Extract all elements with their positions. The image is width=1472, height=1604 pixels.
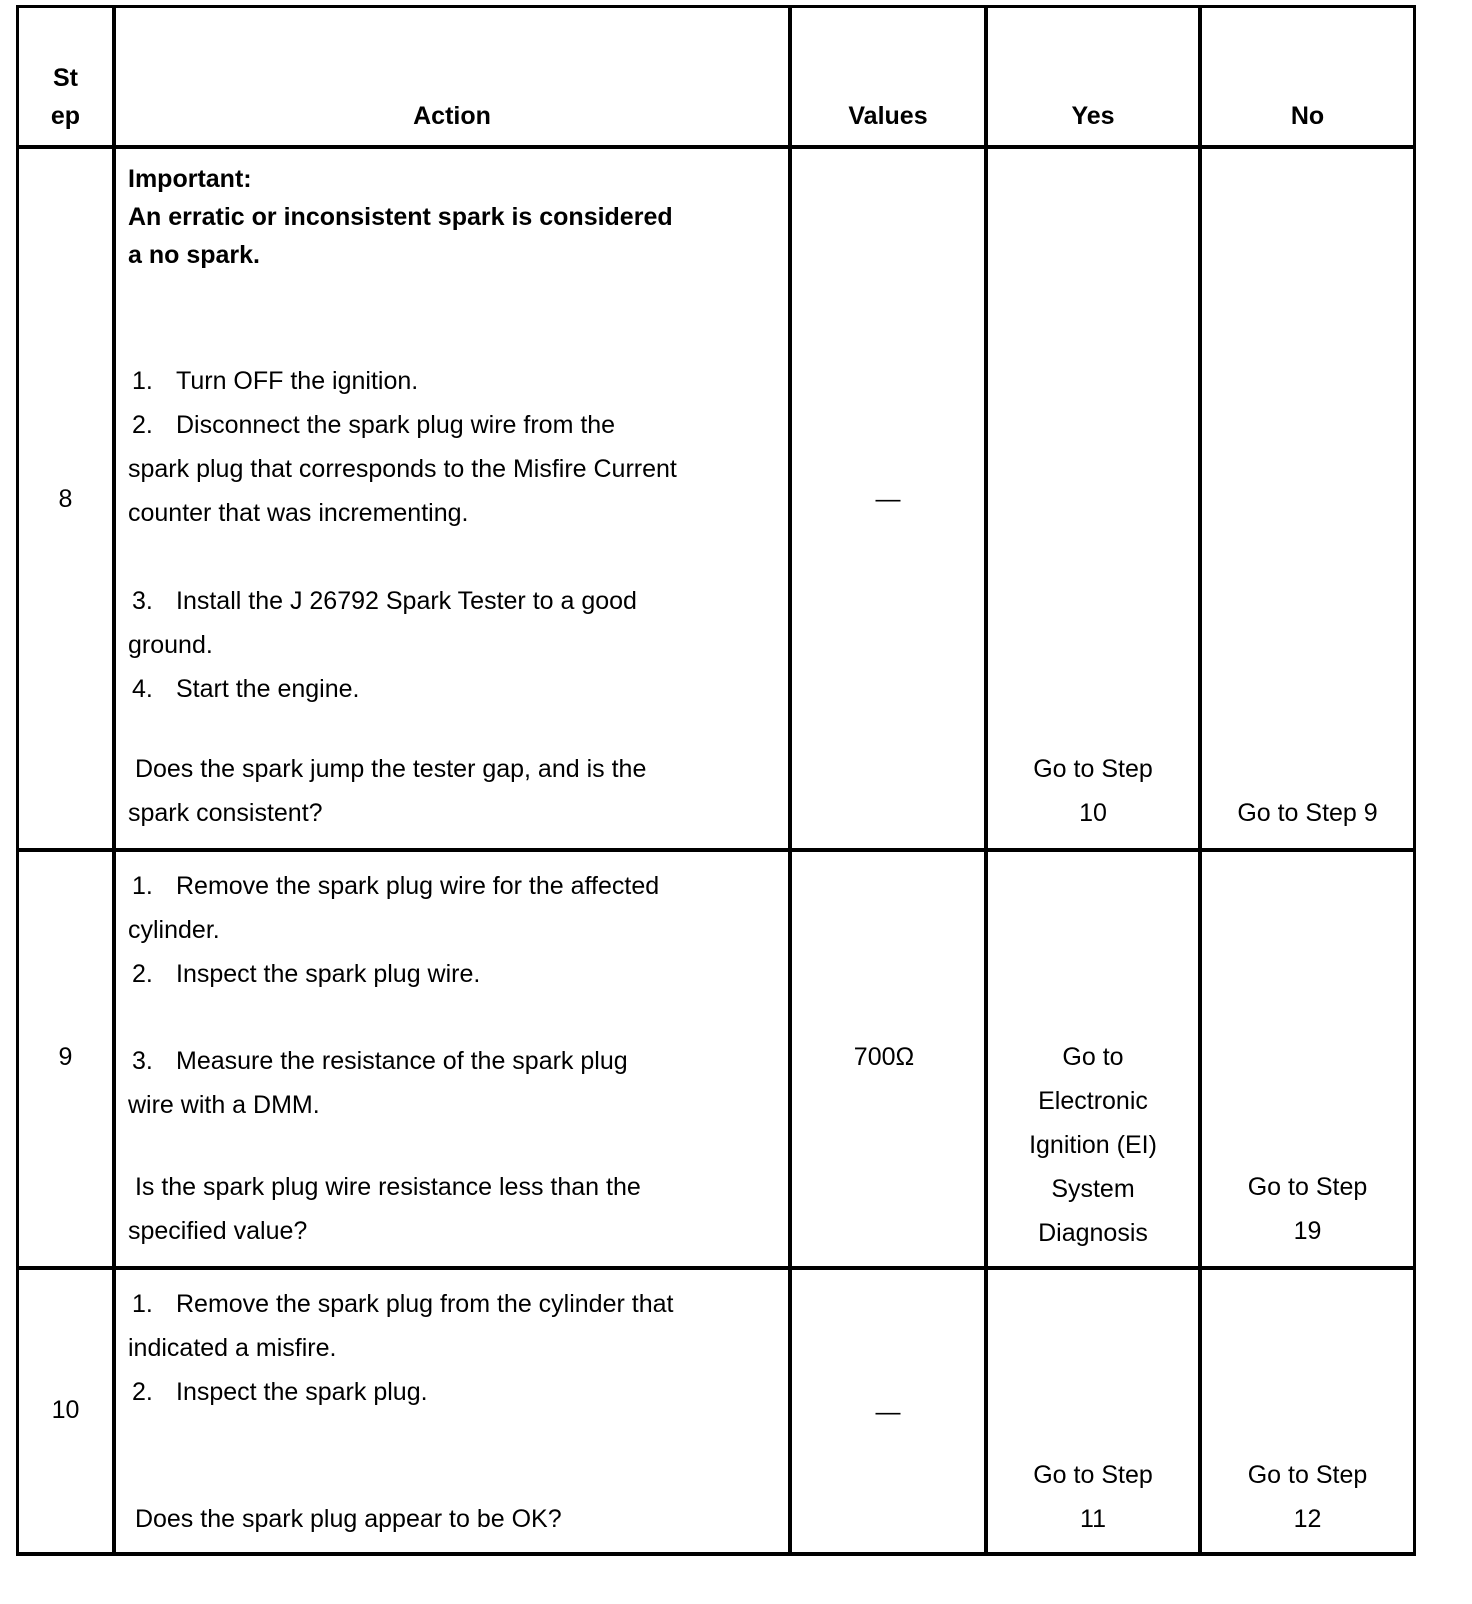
action-steps bbox=[128, 1282, 778, 1414]
values-cell: — bbox=[875, 485, 901, 513]
step-number: 9 bbox=[58, 1043, 73, 1071]
header-divider bbox=[16, 145, 1416, 149]
step-item-continuation: spark plug that corresponds to the Misfire Current bbox=[128, 455, 677, 483]
step-item-continuation: cylinder. bbox=[128, 916, 220, 944]
question-text bbox=[128, 747, 778, 835]
header-action: Action bbox=[413, 102, 491, 130]
step-item: 2. Disconnect the spark plug wire from the bbox=[132, 411, 616, 439]
step-item-continuation: indicated a misfire. bbox=[128, 1334, 337, 1362]
step-item: 1. Turn OFF the ignition. bbox=[132, 367, 419, 395]
table-border-left bbox=[16, 5, 19, 1556]
header-yes: Yes bbox=[1071, 102, 1115, 130]
question-line: Does the spark plug appear to be OK? bbox=[128, 1505, 562, 1533]
header-step-line1: St bbox=[53, 64, 78, 92]
table-border-bottom bbox=[16, 1552, 1416, 1556]
action-steps bbox=[128, 864, 778, 1127]
step-item: 3. Measure the resistance of the spark plug bbox=[132, 1047, 628, 1075]
yes-cell bbox=[988, 1035, 1198, 1255]
no-line: 19 bbox=[1293, 1217, 1322, 1245]
values-cell: 700Ω bbox=[853, 1043, 915, 1071]
diagnostic-table bbox=[16, 5, 1456, 1597]
header-step bbox=[19, 59, 112, 135]
step-number: 8 bbox=[58, 485, 73, 513]
no-cell: Go to Step 9 bbox=[1237, 799, 1378, 827]
row-divider bbox=[16, 1266, 1416, 1270]
step-item-continuation: counter that was incrementing. bbox=[128, 499, 469, 527]
table-border-right bbox=[1413, 5, 1416, 1556]
yes-line: Ignition (EI) bbox=[1029, 1131, 1157, 1159]
step-item-continuation: wire with a DMM. bbox=[128, 1091, 320, 1119]
column-divider bbox=[788, 5, 792, 1556]
question-text bbox=[128, 1497, 778, 1541]
important-text-line: a no spark. bbox=[128, 241, 260, 269]
no-cell bbox=[1202, 1453, 1413, 1541]
action-steps bbox=[128, 359, 778, 711]
yes-line: 10 bbox=[1079, 799, 1107, 827]
no-line: Go to Step bbox=[1247, 1173, 1368, 1201]
yes-line: Go to bbox=[1062, 1043, 1124, 1071]
step-number: 10 bbox=[51, 1396, 80, 1424]
yes-line: System bbox=[1051, 1175, 1135, 1203]
important-text-line: An erratic or inconsistent spark is considered bbox=[128, 203, 673, 231]
important-label: Important: bbox=[128, 165, 252, 193]
column-divider bbox=[112, 5, 116, 1556]
no-line: 12 bbox=[1293, 1505, 1322, 1533]
step-item-continuation: ground. bbox=[128, 631, 213, 659]
step-item: 2. Inspect the spark plug wire. bbox=[132, 960, 481, 988]
row-divider bbox=[16, 848, 1416, 852]
step-item: 1. Remove the spark plug wire for the affected bbox=[132, 872, 660, 900]
header-values: Values bbox=[848, 102, 928, 130]
yes-cell bbox=[988, 747, 1198, 835]
values-cell: — bbox=[875, 1398, 901, 1426]
step-item: 4. Start the engine. bbox=[132, 675, 360, 703]
yes-line: Diagnosis bbox=[1038, 1219, 1148, 1247]
question-line: Does the spark jump the tester gap, and is the bbox=[128, 755, 647, 783]
header-step-line2: ep bbox=[50, 102, 81, 130]
header-no: No bbox=[1290, 102, 1325, 130]
step-item: 1. Remove the spark plug from the cylinder that bbox=[132, 1290, 674, 1318]
yes-line: Go to Step bbox=[1033, 1461, 1153, 1489]
question-line: spark consistent? bbox=[128, 799, 323, 827]
question-text bbox=[128, 1165, 778, 1253]
question-line: specified value? bbox=[128, 1217, 308, 1245]
no-cell bbox=[1202, 1165, 1413, 1253]
yes-line: 11 bbox=[1080, 1505, 1106, 1533]
question-line: Is the spark plug wire resistance less than the bbox=[128, 1173, 641, 1201]
step-item: 3. Install the J 26792 Spark Tester to a good bbox=[132, 587, 637, 615]
action-cell bbox=[128, 160, 778, 274]
yes-cell bbox=[988, 1453, 1198, 1541]
step-item: 2. Inspect the spark plug. bbox=[132, 1378, 428, 1406]
yes-line: Electronic bbox=[1038, 1087, 1148, 1115]
no-line: Go to Step bbox=[1247, 1461, 1368, 1489]
table-border-top bbox=[16, 5, 1416, 8]
yes-line: Go to Step bbox=[1033, 755, 1153, 783]
column-divider bbox=[1198, 5, 1202, 1556]
